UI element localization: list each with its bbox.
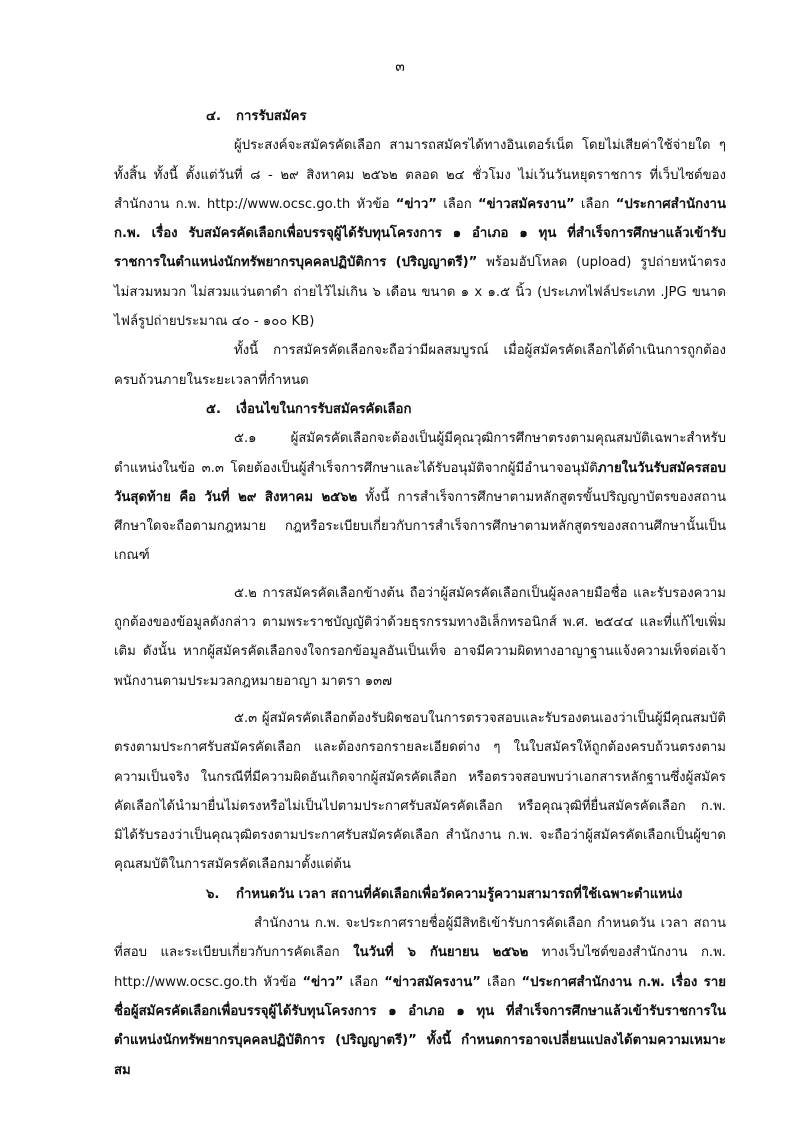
- section-6-paragraph: [114, 909, 726, 1085]
- section-4-heading: [114, 102, 726, 131]
- section-4-title: การรับสมัคร: [236, 109, 307, 124]
- section-4-p1-text-2: พร้อมอัปโหลด (upload) รูปถ่ายหน้าตรง ไม่สวมหมวก ไม่สวมแว่นตาดำ ถ่ายไว้ไม่เกิน ๖ เดือน ขนาด ๑ x ๑.๕ นิ้ว (ประเภทไฟล์ประเภท .JPG ขนาดไฟล์รูปถ่ายประมาณ ๔๐ - ๑๐๐ KB): [114, 255, 726, 330]
- section-5-heading: [114, 395, 726, 424]
- section-6-select-text-2: เลือก: [480, 974, 522, 990]
- section-4-news-label: “ข่าว”: [395, 196, 437, 212]
- section-6-announce-date: ในวันที่ ๖ กันยายน ๒๕๖๒: [353, 945, 529, 961]
- page-number: ๓: [395, 59, 405, 75]
- section-6-announcement-title: “ประกาศสำนักงาน ก.พ. เรื่อง รายชื่อผู้สมัครคัดเลือกเพื่อบรรจุผู้ได้รับทุนโครงการ ๑ อำเภอ ๑ ทุน ที่สำเร็จการศึกษาแล้วเข้ารับราชการในตำแหน่งนักทรัพยากรบุคคลปฏิบัติการ (ปริญญาตรี)” ทั้งนี้ กำหนดการอาจเปลี่ยนแปลงได้ตามความเหมาะสม: [114, 974, 726, 1078]
- section-5-1-deadline: ภายในวันรับสมัครสอบวันสุดท้าย คือ วันที่ ๒๙ สิงหาคม ๒๕๖๒: [114, 460, 726, 505]
- section-6-news-label: “ข่าว”: [302, 974, 344, 990]
- section-6-text: สำนักงาน ก.พ. จะประกาศรายชื่อผู้มีสิทธิเข้ารับการคัดเลือก กำหนดวัน เวลา สถานที่สอบ และระเบียบเกี่ยวกับการคัดเลือก: [114, 916, 726, 961]
- section-4-jobnews-label: “ข่าวสมัครงาน”: [477, 196, 575, 212]
- section-5-3-paragraph: ๕.๓ ผู้สมัครคัดเลือกต้องรับผิดชอบในการตรวจสอบและรับรองตนเองว่าเป็นผู้มีคุณสมบัติตรงตามประกาศรับสมัครคัดเลือก และต้องกรอกรายละเอียดต่าง ๆ ในใบสมัครให้ถูกต้องครบถ้วนตรงตามความเป็นจริง ในกรณีที่มีความผิดอันเกิดจากผู้สมัครคัดเลือก หรือตรวจสอบพบว่าเอกสารหลักฐานซึ่งผู้สมัครคัดเลือกได้นำมายื่นไม่ตรงหรือไม่เป็นไปตามประกาศรับสมัครคัดเลือก หรือคุณวุฒิที่ยื่นสมัครคัดเลือก ก.พ. มิได้รับรองว่าเป็นคุณวุฒิตรงตามประกาศรับสมัครคัดเลือก สำนักงาน ก.พ. จะถือว่าผู้สมัครคัดเลือกเป็นผู้ขาดคุณสมบัติในการสมัครคัดเลือกมาตั้งแต่ต้น: [114, 710, 726, 873]
- section-5-number: ๕.: [206, 401, 221, 417]
- section-4-paragraph-2: ทั้งนี้ การสมัครคัดเลือกจะถือว่ามีผลสมบูรณ์ เมื่อผู้สมัครคัดเลือกได้ดำเนินการถูกต้องครบถ้วนภายในระยะเวลาที่กำหนด: [114, 343, 726, 388]
- section-5-1-text: ๕.๑ ผู้สมัครคัดเลือกจะต้องเป็นผู้มีคุณวุฒิการศึกษาตรงตามคุณสมบัติเฉพาะสำหรับตำแหน่งในข้อ ๓.๓ โดยต้องเป็นผู้สำเร็จการศึกษาและได้รับอนุมัติจากผู้มีอำนาจอนุมัติ: [114, 431, 726, 476]
- section-5-title: เงื่อนไขในการรับสมัครคัดเลือก: [236, 401, 412, 417]
- section-5-2-paragraph: ๕.๒ การสมัครคัดเลือกข้างต้น ถือว่าผู้สมัครคัดเลือกเป็นผู้ลงลายมือชื่อ และรับรองความถูกต้องของข้อมูลดังกล่าว ตามพระราชบัญญัติว่าด้วยธุรกรรมทางอิเล็กทรอนิกส์ พ.ศ. ๒๕๔๔ และที่แก้ไขเพิ่มเติม ดังนั้น หากผู้สมัครคัดเลือกจงใจกรอกข้อมูลอันเป็นเท็จ อาจมีความผิดทางอาญาฐานแจ้งความเท็จต่อเจ้าพนักงานตามประมวลกฎหมายอาญา มาตรา ๑๓๗: [114, 585, 726, 689]
- section-6-number: ๖.: [206, 886, 220, 902]
- document-body: [114, 102, 726, 1085]
- section-4-paragraph-1: [114, 131, 726, 336]
- section-4-announcement-title: “ประกาศสำนักงาน ก.พ. เรื่อง รับสมัครคัดเลือกเพื่อบรรจุผู้ได้รับทุนโครงการ ๑ อำเภอ ๑ ทุน ที่สำเร็จการศึกษาแล้วเข้ารับราชการในตำแหน่งนักทรัพยากรบุคคลปฏิบัติการ (ปริญญาตรี)”: [114, 196, 726, 271]
- section-6-select-text: เลือก: [343, 974, 385, 990]
- section-4-select-text-2: เลือก: [574, 196, 616, 212]
- section-4-select-text: เลือก: [436, 196, 478, 212]
- section-6-title: กำหนดวัน เวลา สถานที่คัดเลือกเพื่อวัดความรู้ความสามารถที่ใช้เฉพาะตำแหน่ง: [236, 886, 683, 902]
- section-4-p1-text: ผู้ประสงค์จะสมัครคัดเลือก สามารถสมัครได้ทางอินเตอร์เน็ต โดยไม่เสียค่าใช้จ่ายใด ๆ ทั้งสิ้น ทั้งนี้ ตั้งแต่วันที่ ๘ - ๒๙ สิงหาคม ๒๕๖๒ ตลอด ๒๔ ชั่วโมง ไม่เว้นวันหยุดราชการ ที่เว็บไซต์ของสำนักงาน ก.พ. http://www.ocsc.go.th หัวข้อ: [114, 138, 726, 212]
- section-6-heading: [114, 880, 726, 909]
- section-4-number: ๔.: [206, 109, 221, 124]
- section-5-1-paragraph: [114, 424, 726, 570]
- section-5-1-text-2: ทั้งนี้ การสำเร็จการศึกษาตามหลักสูตรขั้นปริญญาบัตรของสถานศึกษาใดจะถือตามกฎหมาย กฎหรือระเบียบเกี่ยวกับการสำเร็จการศึกษาตามหลักสูตรของสถานศึกษานั้นเป็นเกณฑ์: [114, 489, 727, 564]
- section-6-text-2: ทางเว็บไซต์ของสำนักงาน ก.พ. http://www.ocsc.go.th หัวข้อ: [114, 945, 726, 990]
- section-6-jobnews-label: “ข่าวสมัครงาน”: [384, 974, 481, 990]
